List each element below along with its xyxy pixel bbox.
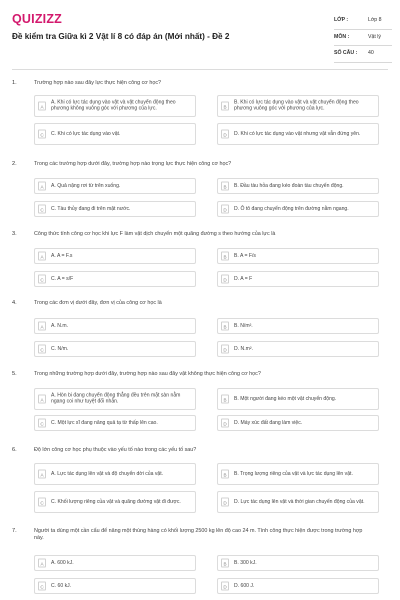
option-letter: C: [38, 130, 46, 139]
option-text: D. Lực tác dụng lên vật và thời gian chuyển động của vật.: [234, 498, 365, 505]
meta-row-class: [334, 13, 392, 30]
question-text: Độ lớn công cơ học phụ thuộc vào yếu tố nào trong các yếu tố sau?: [34, 447, 197, 453]
option-a[interactable]: [34, 178, 196, 194]
document-title: Đề kiểm tra Giữa kì 2 Vật lí 8 có đáp án (Mới nhất) - Đề 2: [12, 32, 230, 41]
option-a[interactable]: [34, 95, 196, 117]
option-a[interactable]: [34, 318, 196, 334]
option-text: A. N.m.: [51, 322, 68, 329]
option-b[interactable]: [217, 463, 379, 485]
option-c[interactable]: [34, 491, 196, 513]
option-a[interactable]: [34, 555, 196, 571]
option-c[interactable]: [34, 341, 196, 357]
quizizz-logo: QUIZIZZ: [12, 12, 63, 26]
option-text: D. N.m².: [234, 345, 253, 352]
option-b[interactable]: [217, 95, 379, 117]
question-number: 7.: [12, 528, 17, 534]
question-number: 2.: [12, 161, 17, 167]
question-number: 6.: [12, 447, 17, 453]
option-text: A. 600 kJ.: [51, 559, 74, 566]
option-d[interactable]: [217, 578, 379, 594]
option-text: C. Tàu thủy đang đi trên mặt nước.: [51, 205, 131, 212]
meta-key: SỐ CÂU :: [334, 50, 358, 56]
option-text: B. 300 kJ.: [234, 559, 257, 566]
option-text: B. Khi có lực tác dụng vào vật và vật chuyển động theo phương vuông góc với phương của lực.: [234, 99, 359, 112]
option-text: D. Máy xúc đất đang làm việc.: [234, 419, 303, 426]
option-text: C. N/m.: [51, 345, 69, 352]
question-number: 3.: [12, 231, 17, 237]
page-header: [0, 0, 400, 70]
meta-value: Vật lý: [368, 33, 381, 40]
question-text: Công thức tính công cơ học khi lực F làm vật dịch chuyển một quãng đường s theo hướng của lực là: [34, 231, 276, 237]
option-a[interactable]: [34, 248, 196, 264]
option-c[interactable]: [34, 123, 196, 145]
option-text: B. Đầu tàu hỏa đang kéo đoàn tàu chuyển động.: [234, 182, 344, 189]
option-letter: C: [38, 345, 46, 354]
question-5: [12, 371, 390, 443]
question-4: [12, 300, 390, 368]
option-text: D. A = F: [234, 275, 253, 282]
option-letter: A: [38, 470, 46, 479]
question-1: [12, 80, 390, 160]
question-text: Trong các trường hợp dưới đây, trường hợp nào trọng lực thực hiện công cơ học?: [34, 161, 232, 167]
option-d[interactable]: [217, 341, 379, 357]
question-6: [12, 447, 390, 523]
question-number: 5.: [12, 371, 17, 377]
option-text: A. Hòn bi đang chuyển động thẳng đều trên mặt sàn nằm ngang coi như tuyệt đối nhẵn.: [51, 392, 181, 405]
meta-value: 40: [368, 50, 374, 56]
option-letter: B: [221, 102, 229, 111]
meta-row-count: [334, 46, 392, 63]
option-a[interactable]: [34, 388, 196, 410]
option-c[interactable]: [34, 271, 196, 287]
option-text: D. Khi có lực tác dụng vào vật nhưng vật vẫn đứng yên.: [234, 130, 361, 137]
option-letter: B: [221, 322, 229, 331]
option-d[interactable]: [217, 271, 379, 287]
option-letter: A: [38, 322, 46, 331]
option-letter: D: [221, 419, 229, 428]
option-text: C. A = s/F: [51, 275, 74, 282]
option-text: B. Trọng lượng riêng của vật và lực tác dụng lên vật.: [234, 470, 353, 477]
option-letter: D: [221, 205, 229, 214]
option-text: A. Khi có lực tác dụng vào vật và vật chuyển động theo phương không vuông góc với phương của lực.: [51, 99, 176, 112]
question-2: [12, 161, 390, 231]
option-text: C. Khi có lực tác dụng vào vật.: [51, 130, 121, 137]
option-d[interactable]: [217, 123, 379, 145]
option-text: A. Quả nặng rơi từ trên xuống.: [51, 182, 121, 189]
option-a[interactable]: [34, 463, 196, 485]
option-text: B. A = F/s: [234, 252, 256, 259]
option-letter: A: [38, 182, 46, 191]
option-letter: D: [221, 130, 229, 139]
option-text: B. N/m².: [234, 322, 253, 329]
option-d[interactable]: [217, 201, 379, 217]
option-b[interactable]: [217, 555, 379, 571]
option-letter: D: [221, 582, 229, 591]
option-text: C. 60 kJ.: [51, 582, 72, 589]
meta-key: LỚP :: [334, 17, 349, 23]
meta-row-subject: [334, 30, 392, 47]
option-c[interactable]: [34, 578, 196, 594]
option-d[interactable]: [217, 415, 379, 431]
question-3: [12, 231, 390, 299]
meta-table: [334, 13, 392, 63]
option-b[interactable]: [217, 388, 379, 410]
option-c[interactable]: [34, 415, 196, 431]
option-letter: B: [221, 470, 229, 479]
option-letter: D: [221, 345, 229, 354]
option-c[interactable]: [34, 201, 196, 217]
option-text: A. A = F.s: [51, 252, 73, 259]
option-letter: A: [38, 395, 46, 404]
option-b[interactable]: [217, 248, 379, 264]
question-number: 1.: [12, 80, 17, 86]
header-divider: [12, 69, 388, 70]
question-text: Người ta dùng một cần cẩu để nâng một thùng hàng có khối lượng 2500 kg lên độ cao 24 m. Tính công thực hiện được trong trường hợp này.: [34, 528, 363, 541]
option-letter: B: [221, 252, 229, 261]
option-d[interactable]: [217, 491, 379, 513]
option-letter: B: [221, 559, 229, 568]
option-letter: C: [38, 275, 46, 284]
question-text: Trường hợp nào sau đây lực thực hiện công cơ học?: [34, 80, 162, 86]
question-number: 4.: [12, 300, 17, 306]
meta-value: Lớp 8: [368, 17, 382, 23]
option-letter: B: [221, 182, 229, 191]
question-7: [12, 528, 390, 598]
option-b[interactable]: [217, 178, 379, 194]
option-letter: C: [38, 582, 46, 591]
option-text: D. Ô tô đang chuyển động trên đường nằm ngang.: [234, 205, 349, 212]
question-text: Trong các đơn vị dưới đây, đơn vị của công cơ học là: [34, 300, 162, 306]
option-letter: A: [38, 252, 46, 261]
option-letter: A: [38, 559, 46, 568]
option-text: A. Lực tác dụng lên vật và độ chuyển dời của vật.: [51, 470, 164, 477]
option-text: C. Khối lượng riêng của vật và quãng đường vật đi được.: [51, 498, 181, 505]
option-letter: D: [221, 498, 229, 507]
question-text: Trong những trường hợp dưới đây, trường hợp nào sau đây vật không thực hiện công cơ học?: [34, 371, 261, 377]
option-text: B. Một người đang kéo một vật chuyển động.: [234, 395, 337, 402]
option-text: D. 600 J.: [234, 582, 255, 589]
option-text: C. Một lực sĩ đang nâng quả tạ từ thấp lên cao.: [51, 419, 158, 426]
option-letter: C: [38, 498, 46, 507]
option-b[interactable]: [217, 318, 379, 334]
option-letter: B: [221, 395, 229, 404]
meta-key: MÔN :: [334, 33, 350, 40]
option-letter: C: [38, 205, 46, 214]
option-letter: A: [38, 102, 46, 111]
option-letter: C: [38, 419, 46, 428]
option-letter: D: [221, 275, 229, 284]
